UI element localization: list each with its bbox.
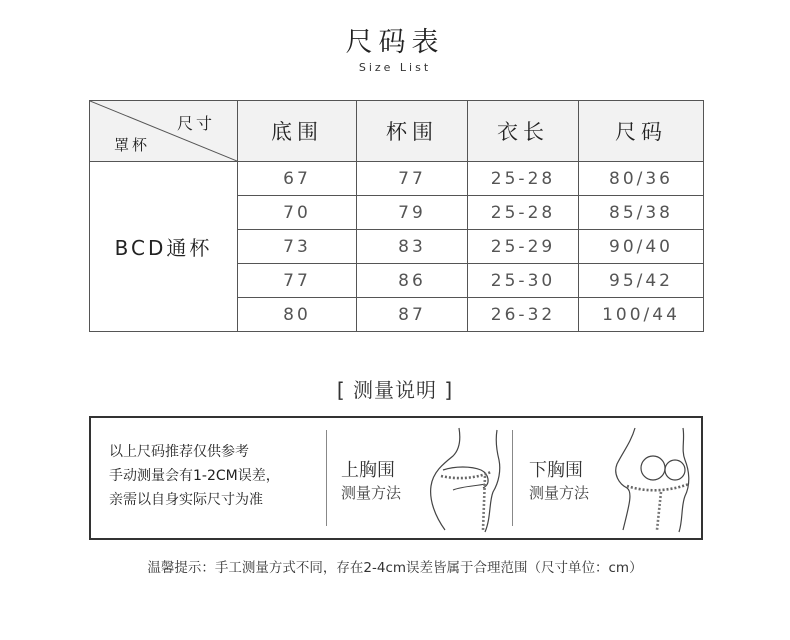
table-cell: 25-29 (468, 230, 579, 264)
upper-bust-label: 上胸围 (341, 460, 395, 481)
column-header-length: 衣长 (468, 101, 579, 162)
table-cell: 77 (357, 162, 468, 196)
lower-bust-method: 测量方法 (529, 484, 590, 502)
page-title: 尺码表 (345, 27, 445, 58)
note-line: 亲需以自身实际尺寸为准 (109, 492, 263, 508)
table-cell: 73 (238, 230, 357, 264)
table-cell: 80/36 (579, 162, 704, 196)
table-cell: 25-30 (468, 264, 579, 298)
lower-bust-label: 下胸围 (529, 460, 583, 481)
measure-section-title: [ 测量说明 ] (336, 378, 454, 402)
table-cell: 25-28 (468, 162, 579, 196)
note-line: 以上尺码推荐仅供参考 (109, 444, 249, 460)
upper-bust-method: 测量方法 (341, 484, 402, 502)
table-row (90, 162, 704, 196)
upper-bust-figure-icon (419, 426, 509, 534)
table-cell: 87 (357, 298, 468, 332)
corner-cell (90, 101, 238, 162)
divider-left (326, 430, 327, 526)
page-subtitle: Size List (358, 61, 432, 74)
table-cell: 67 (238, 162, 357, 196)
table-cell: 90/40 (579, 230, 704, 264)
divider-right (512, 430, 513, 526)
table-cell: 25-28 (468, 196, 579, 230)
table-cell: 80 (238, 298, 357, 332)
footer-tip: 温馨提示：手工测量方式不同，存在2-4cm误差皆属于合理范围（尺寸单位：cm） (147, 560, 643, 576)
table-cell: 79 (357, 196, 468, 230)
lower-bust-figure-icon (609, 426, 701, 534)
table-cell: 100/44 (579, 298, 704, 332)
measurement-guide (89, 416, 703, 540)
corner-cup-label: 罩杯 (114, 136, 151, 154)
column-header-size: 尺码 (579, 101, 704, 162)
measurement-note (109, 440, 329, 512)
table-cell: 77 (238, 264, 357, 298)
table-cell: 26-32 (468, 298, 579, 332)
corner-size-label: 尺寸 (176, 114, 215, 133)
column-header-cup: 杯围 (357, 101, 468, 162)
cup-type-cell: BCD通杯 (90, 162, 238, 332)
table-cell: 83 (357, 230, 468, 264)
table-cell: 86 (357, 264, 468, 298)
size-table (89, 100, 704, 332)
table-cell: 95/42 (579, 264, 704, 298)
table-cell: 85/38 (579, 196, 704, 230)
column-header-underbust: 底围 (238, 101, 357, 162)
table-header-row (90, 101, 704, 162)
table-cell: 70 (238, 196, 357, 230)
note-line: 手动测量会有1-2CM误差， (109, 468, 280, 484)
